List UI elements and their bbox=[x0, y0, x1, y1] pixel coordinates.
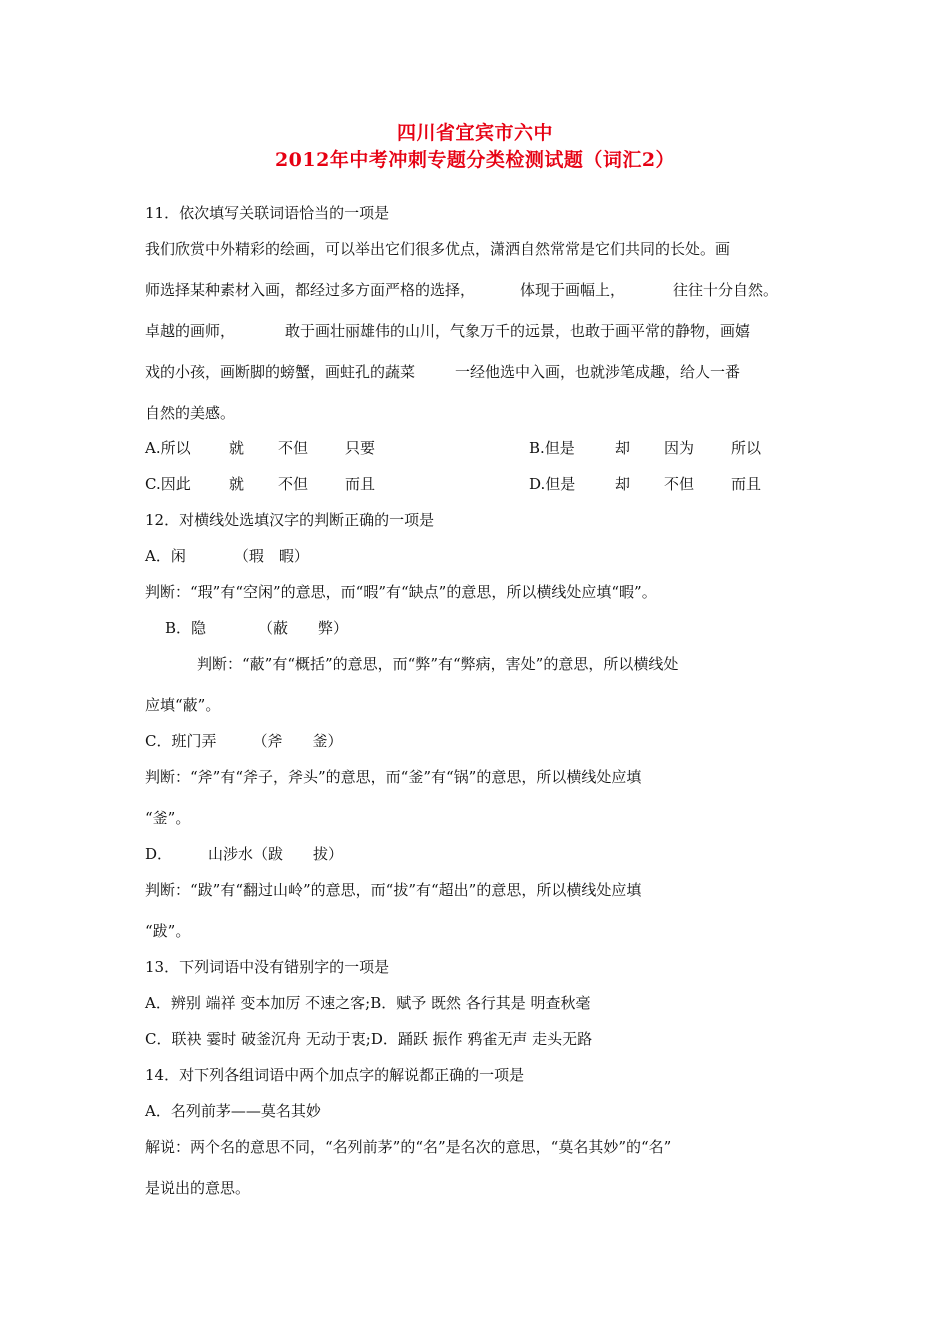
q12-c-chars: （斧 釜） bbox=[252, 732, 343, 750]
q11-a-1: A.所以 bbox=[145, 439, 191, 457]
q12-a-chars: （瑕 暇） bbox=[233, 547, 309, 565]
q12-c-label: C．班门弄 bbox=[145, 732, 217, 750]
q12-b-judgement-line-1: 判断：“蔽”有“概括”的意思，而“弊”有“弊病，害处”的意思，所以横线处 bbox=[197, 655, 679, 673]
q12-a-judgement: 判断：“瑕”有“空闲”的意思，而“暇”有“缺点”的意思，所以横线处应填“暇”。 bbox=[145, 583, 657, 601]
q12-d-label: D． bbox=[145, 845, 173, 863]
q14-option-a: A．名列前茅——莫名其妙 bbox=[145, 1102, 321, 1120]
q11-d-1: D.但是 bbox=[529, 475, 576, 493]
q11-b-1: B.但是 bbox=[529, 439, 575, 457]
q11-c-4: 而且 bbox=[345, 475, 376, 493]
q11-a-4: 只要 bbox=[345, 439, 376, 457]
q12-d-rest: 山涉水（跋 拔） bbox=[208, 845, 344, 863]
q12-option-d bbox=[145, 844, 343, 864]
title-line-2: 2012年中考冲刺专题分类检测试题（词汇2） bbox=[274, 149, 676, 171]
q12-b-chars: （蔽 弊） bbox=[258, 619, 349, 637]
q12-option-b bbox=[165, 618, 348, 638]
q12-stem: 12．对横线处选填汉字的判断正确的一项是 bbox=[145, 511, 435, 529]
q11-b-2: 却 bbox=[615, 439, 631, 457]
q11-d-3: 不但 bbox=[664, 475, 695, 493]
q12-a-label: A．闲 bbox=[145, 547, 186, 565]
q11-p2-part-a: 师选择某种素材入画，都经过多方面严格的选择， bbox=[145, 281, 476, 299]
q11-paragraph-line-3 bbox=[145, 321, 750, 341]
q12-option-a bbox=[145, 546, 309, 566]
q11-a-3: 不但 bbox=[278, 439, 309, 457]
title-line-1: 四川省宜宾市六中 bbox=[396, 122, 553, 144]
q11-d-2: 却 bbox=[615, 475, 631, 493]
q11-d-4: 而且 bbox=[731, 475, 762, 493]
q11-paragraph-line-5: 自然的美感。 bbox=[145, 404, 236, 422]
q11-p2-part-c: 往往十分自然。 bbox=[673, 281, 779, 299]
q12-c-judgement-line-2: “釜”。 bbox=[145, 809, 191, 827]
q11-paragraph-line-2 bbox=[145, 280, 778, 300]
q12-b-label: B．隐 bbox=[165, 619, 207, 637]
q11-p3-part-b: 敢于画壮丽雄伟的山川，气象万千的远景，也敢于画平常的静物，画嬉 bbox=[285, 322, 751, 340]
q11-stem: 11．依次填写关联词语恰当的一项是 bbox=[145, 204, 390, 222]
q14-stem: 14．对下列各组词语中两个加点字的解说都正确的一项是 bbox=[145, 1066, 525, 1084]
q12-d-judgement-line-2: “跋”。 bbox=[145, 922, 191, 940]
q11-p2-part-b: 体现于画幅上， bbox=[520, 281, 626, 299]
q13-stem: 13．下列词语中没有错别字的一项是 bbox=[145, 958, 390, 976]
q13-options-line-2: C．联袂 霎时 破釜沉舟 无动于衷;D．踊跃 振作 鸦雀无声 走头无路 bbox=[145, 1030, 593, 1048]
q11-p4-part-b: 一经他选中入画，也就涉笔成趣，给人一番 bbox=[455, 363, 741, 381]
q11-paragraph-line-1: 我们欣赏中外精彩的绘画，可以举出它们很多优点，潇洒自然常常是它们共同的长处。画 bbox=[145, 240, 731, 258]
q11-p3-part-a: 卓越的画师， bbox=[145, 322, 236, 340]
q12-c-judgement-line-1: 判断：“斧”有“斧子，斧头”的意思，而“釜”有“锅”的意思，所以横线处应填 bbox=[145, 768, 642, 786]
q11-a-2: 就 bbox=[229, 439, 245, 457]
q11-b-3: 因为 bbox=[664, 439, 695, 457]
q13-options-line-1: A．辨别 端祥 变本加厉 不速之客;B．赋予 既然 各行其是 明查秋毫 bbox=[145, 994, 591, 1012]
q12-b-judgement-line-2: 应填“蔽”。 bbox=[145, 696, 221, 714]
q11-paragraph-line-4 bbox=[145, 362, 740, 382]
q11-p4-part-a: 戏的小孩，画断脚的螃蟹，画蛀孔的蔬菜 bbox=[145, 363, 416, 381]
q12-d-judgement-line-1: 判断：“跋”有“翻过山岭”的意思，而“拔”有“超出”的意思，所以横线处应填 bbox=[145, 881, 642, 899]
q12-option-c bbox=[145, 731, 343, 751]
q14-explanation-line-1: 解说：两个名的意思不同，“名列前茅”的“名”是名次的意思，“莫名其妙”的“名” bbox=[145, 1138, 672, 1156]
q11-b-4: 所以 bbox=[731, 439, 762, 457]
q11-c-3: 不但 bbox=[278, 475, 309, 493]
q14-explanation-line-2: 是说出的意思。 bbox=[145, 1179, 251, 1197]
q11-c-1: C.因此 bbox=[145, 475, 191, 493]
q11-c-2: 就 bbox=[229, 475, 245, 493]
